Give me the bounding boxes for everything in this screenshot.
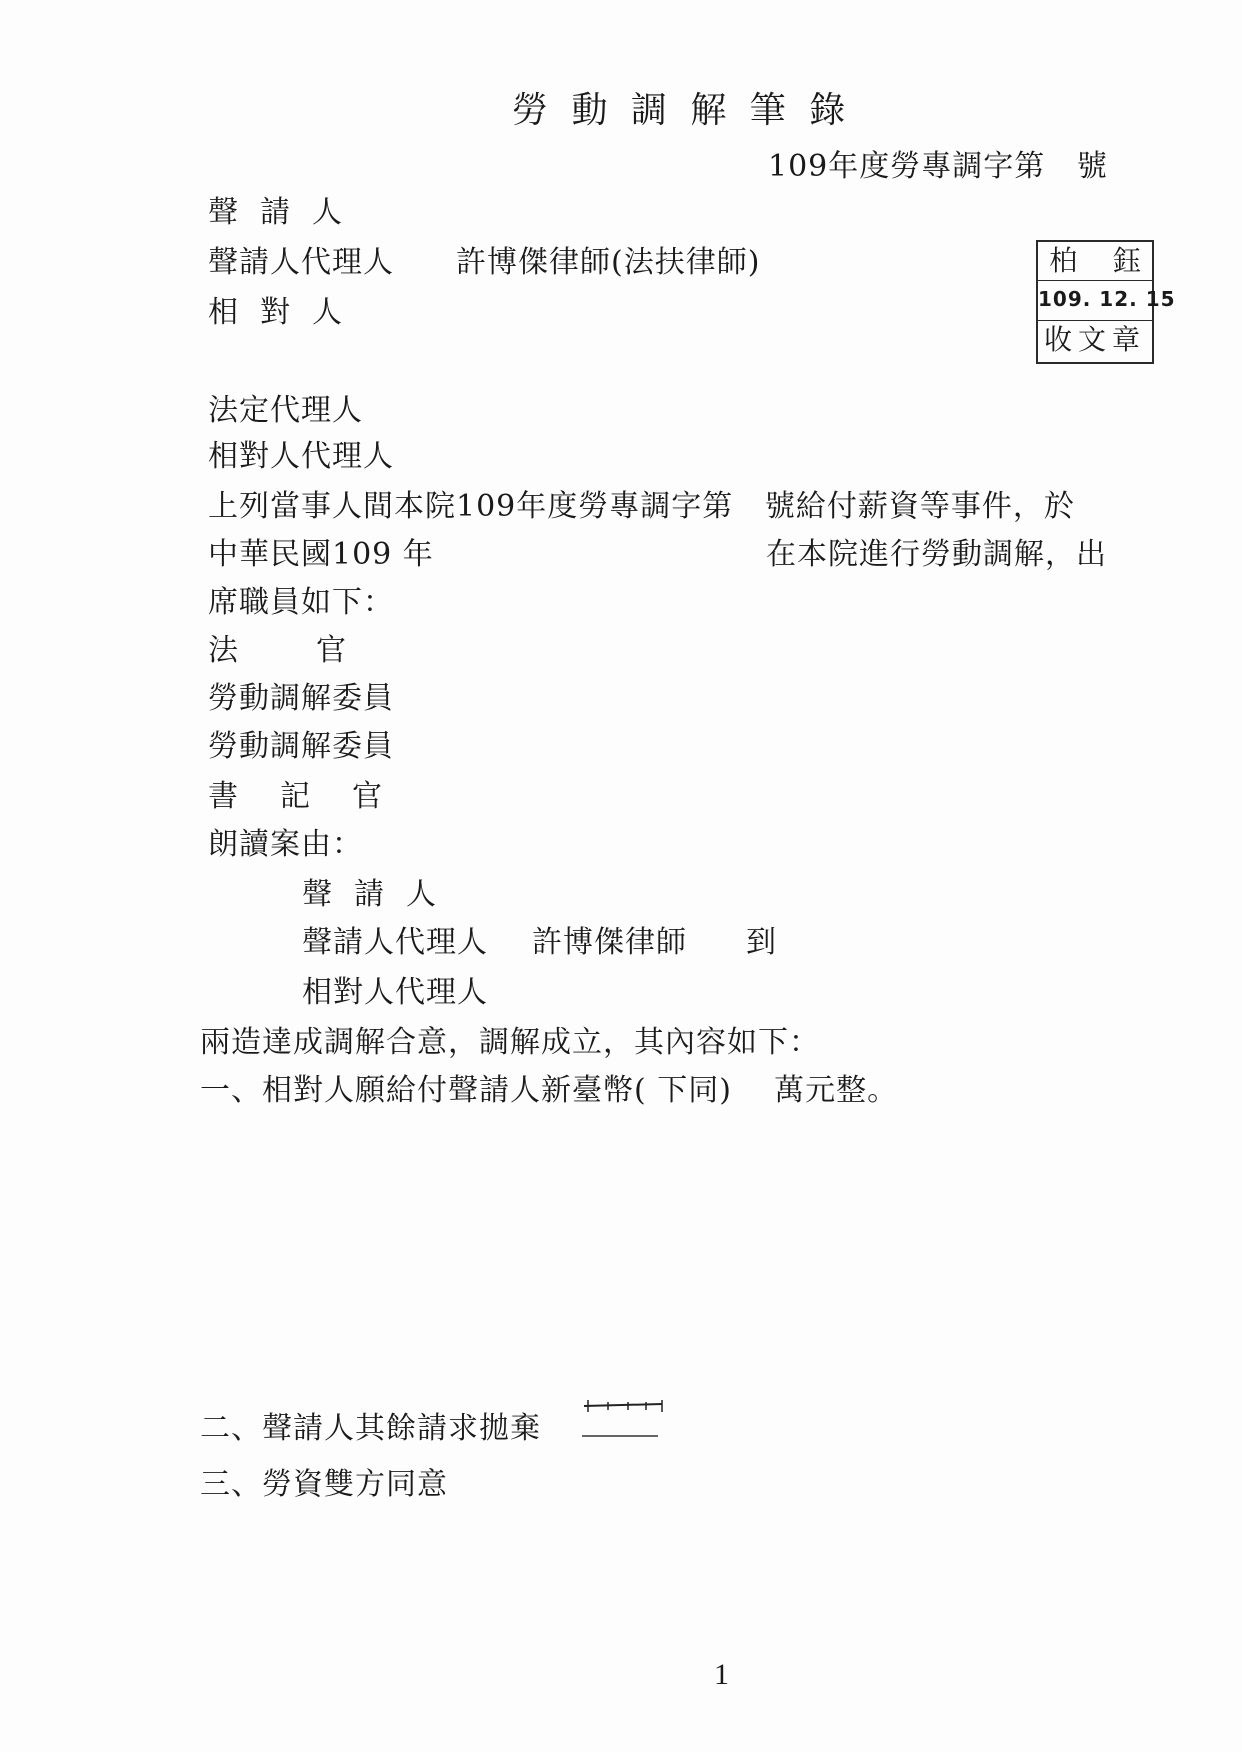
- judge-label: 法官: [208, 633, 424, 668]
- intro-line-1: 上列當事人間本院109年度勞專調字第 號給付薪資等事件，於: [208, 489, 1075, 524]
- handwritten-mark: [578, 1394, 668, 1440]
- respondent-label: 相對人: [208, 295, 364, 330]
- clerk-label: 書記官: [208, 779, 424, 814]
- respondent-agent-label: 相對人代理人: [208, 439, 394, 474]
- document-title: 勞 動 調 解 筆 錄: [512, 90, 852, 131]
- stamp-received-label: 收文章: [1038, 320, 1152, 361]
- applicant-agent-name: 許博傑律師(法扶律師): [456, 245, 761, 280]
- reading-agent-name: 許博傑律師: [532, 925, 687, 960]
- case-number: 109年度勞專調字第 號: [768, 149, 1108, 184]
- agreement-item-3: 三、勞資雙方同意: [200, 1467, 448, 1502]
- reading-agent-label: 聲請人代理人: [302, 925, 488, 960]
- agreement-intro: 兩造達成調解合意，調解成立，其內容如下：: [200, 1025, 820, 1060]
- mediator-2-label: 勞動調解委員: [208, 729, 394, 764]
- page-number: 1: [714, 1658, 729, 1691]
- agreement-item-2: 二、聲請人其餘請求拋棄: [200, 1411, 541, 1446]
- applicant-label: 聲請人: [208, 195, 364, 230]
- reading-respondent-agent-label: 相對人代理人: [302, 975, 488, 1010]
- intro-line-2-end: 在本院進行勞動調解，出: [766, 537, 1107, 572]
- intro-line-2-start: 中華民國109 年: [208, 537, 434, 572]
- reading-label: 朗讀案由：: [208, 827, 363, 862]
- reading-applicant-label: 聲請人: [302, 877, 458, 912]
- received-stamp: [1036, 240, 1176, 364]
- mediator-1-label: 勞動調解委員: [208, 681, 394, 716]
- agreement-item-1: 一、相對人願給付聲請人新臺幣( 下同) 萬元整。: [200, 1073, 899, 1108]
- applicant-agent-label: 聲請人代理人: [208, 245, 394, 280]
- stamp-date: 109. 12. 15: [1038, 287, 1176, 311]
- intro-line-3: 席職員如下：: [208, 585, 394, 620]
- legal-rep-label: 法定代理人: [208, 393, 363, 428]
- stamp-name: 柏 鈺: [1038, 244, 1152, 281]
- reading-present: 到: [746, 925, 777, 960]
